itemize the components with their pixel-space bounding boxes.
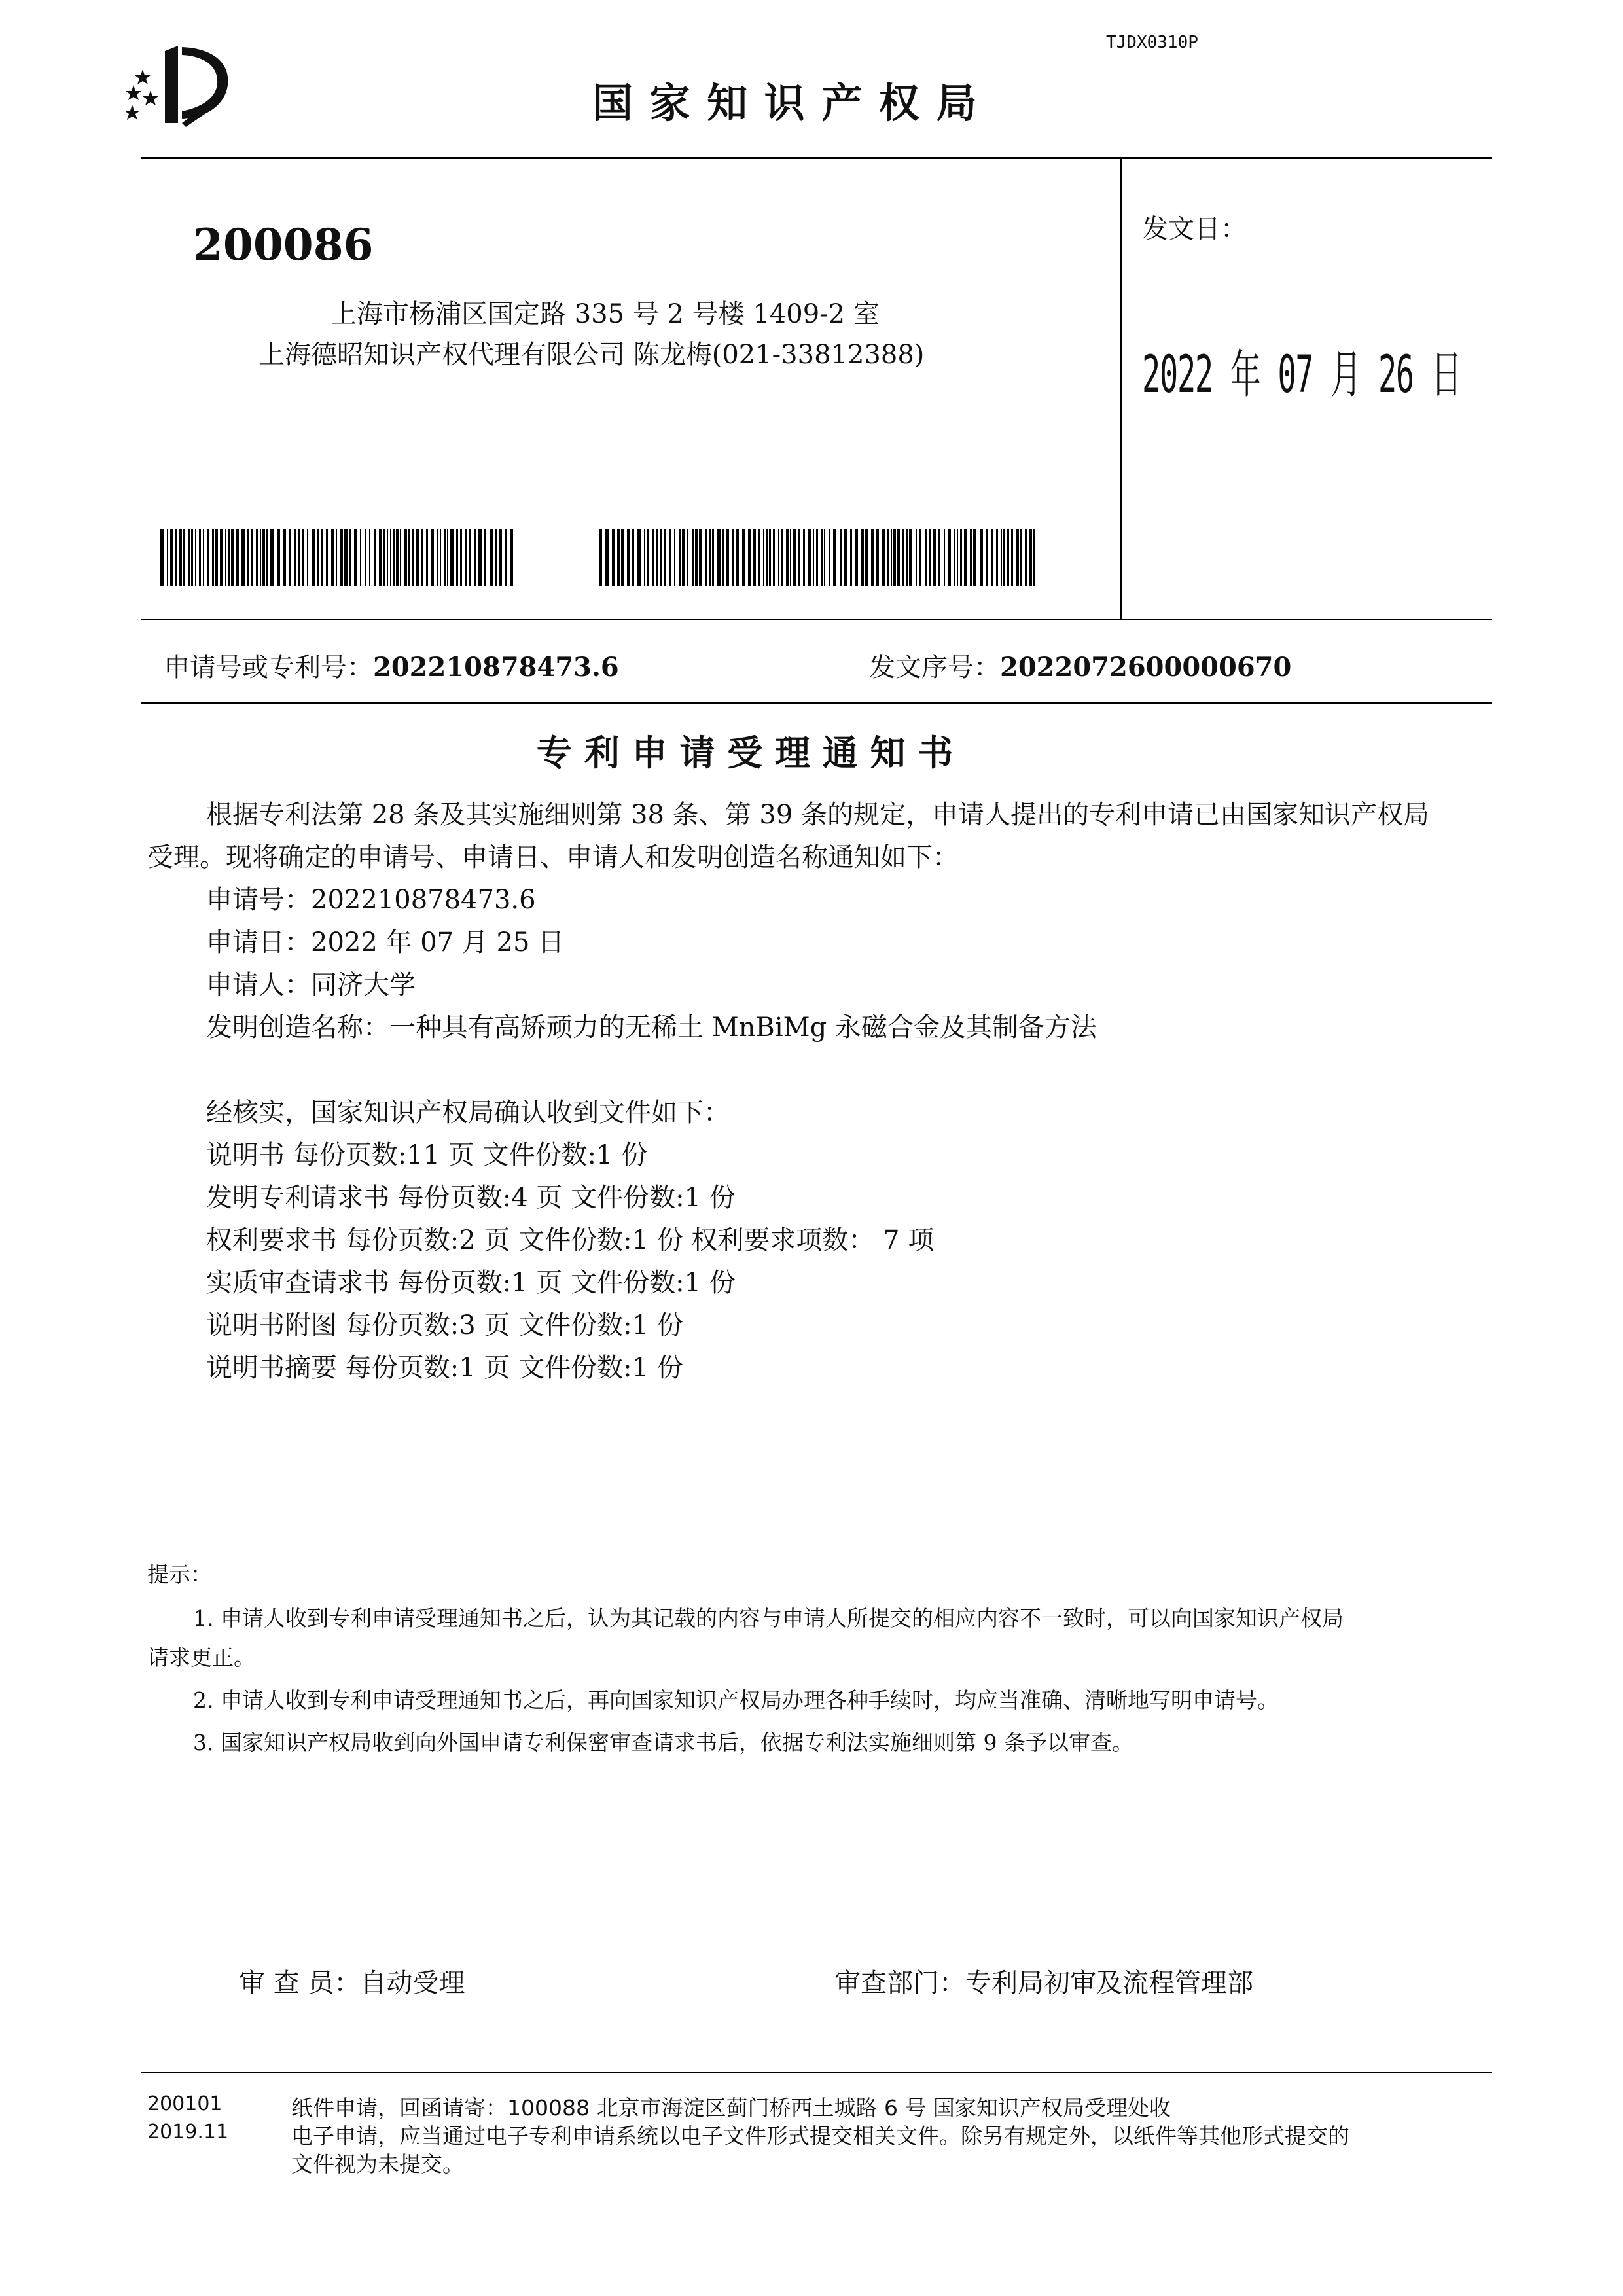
- barcode-bar: [605, 529, 609, 586]
- barcode-bar: [1011, 529, 1013, 586]
- barcode-bar: [277, 529, 280, 586]
- barcode-bar: [813, 529, 814, 586]
- examiner-label: 审 查 员：: [239, 1968, 361, 1998]
- barcode-bar: [960, 529, 962, 586]
- barcode-bar: [1007, 529, 1009, 586]
- barcode-bar: [929, 529, 931, 586]
- barcode-bar: [220, 529, 223, 586]
- barcode-bar: [882, 529, 885, 586]
- barcode-bar: [387, 529, 388, 586]
- barcode-bar: [664, 529, 666, 586]
- barcode-bar: [833, 529, 836, 586]
- barcode-bar: [632, 529, 634, 586]
- barcode-bar: [944, 529, 945, 586]
- barcode-bar: [957, 529, 958, 586]
- barcode-bar: [440, 529, 441, 586]
- barcode-bar: [763, 529, 764, 586]
- barcode-bar: [203, 529, 204, 586]
- header-divider: [1120, 157, 1122, 619]
- barcode-bar: [627, 529, 630, 586]
- barcode-bar: [404, 529, 407, 586]
- footer-code-2: 2019.11: [147, 2121, 229, 2144]
- department-label: 审查部门：: [834, 1968, 965, 1998]
- issue-date: 2022 年 07 月 26 日: [1142, 346, 1461, 404]
- issue-date-label: 发文日：: [1142, 214, 1247, 244]
- barcode-bar: [340, 529, 343, 586]
- barcode-bar: [906, 529, 908, 586]
- barcode-bar: [393, 529, 395, 586]
- app-number-row: [164, 647, 619, 684]
- barcode-bar: [687, 529, 688, 586]
- barcode-bar: [478, 529, 482, 586]
- barcode-bar: [769, 529, 771, 586]
- barcode-bar: [682, 529, 685, 586]
- barcode-bar: [1020, 529, 1022, 586]
- barcode-bar: [909, 529, 912, 586]
- tips-label: 提示：: [147, 1562, 212, 1587]
- barcode-bar: [390, 529, 391, 586]
- barcode-bar: [374, 529, 376, 586]
- barcode-bar: [360, 529, 361, 586]
- document-item: 说明书摘要 每份页数:1 页 文件份数:1 份: [206, 1353, 683, 1383]
- recipient-agency: 上海德昭知识产权代理有限公司 陈龙梅(021-33812388): [259, 340, 925, 370]
- barcode-bar: [298, 529, 300, 586]
- postal-code: 200086: [193, 219, 374, 270]
- barcode-bar: [821, 529, 823, 586]
- barcode-bar: [973, 529, 976, 586]
- recipient-address: 上海市杨浦区国定路 335 号 2 号楼 1409-2 室: [330, 299, 880, 329]
- logo-graphic: [118, 39, 249, 131]
- barcode-right: [599, 529, 1039, 586]
- barcode-bar: [484, 529, 486, 586]
- barcode-bar: [215, 529, 218, 586]
- footer-line-2: 电子申请，应当通过电子专利申请系统以电子文件形式提交相关文件。除另有规定外，以纸件等其他形式提交的: [291, 2123, 1349, 2149]
- barcode-bar: [266, 529, 268, 586]
- barcode-bar: [861, 529, 864, 586]
- barcode-bar: [262, 529, 265, 586]
- cnipa-logo: [118, 39, 249, 131]
- barcode-bar: [742, 529, 745, 586]
- barcode-bar: [938, 529, 940, 586]
- barcode-bar: [891, 529, 893, 586]
- barcode-bar: [251, 529, 253, 586]
- barcode-bar: [980, 529, 983, 586]
- footer-line-3: 文件视为未提交。: [291, 2151, 464, 2177]
- barcode-bar: [195, 529, 196, 586]
- logo-bar: [165, 46, 178, 123]
- barcode-bar: [964, 529, 967, 586]
- barcode-bar: [722, 529, 724, 586]
- footer-rule: [141, 2072, 1492, 2073]
- barcode-bar: [396, 529, 399, 586]
- barcode-bar: [726, 529, 729, 586]
- barcode-bar: [925, 529, 927, 586]
- barcode-bar: [865, 529, 868, 586]
- barcode-bar: [183, 529, 185, 586]
- barcode-bar: [669, 529, 671, 586]
- barcode-bar: [732, 529, 734, 586]
- document-item: 权利要求书 每份页数:2 页 文件份数:1 份 权利要求项数： 7 项: [206, 1225, 935, 1255]
- barcode-bar: [829, 529, 830, 586]
- barcode-bar: [437, 529, 438, 586]
- barcode-bar: [256, 529, 258, 586]
- barcode-bar: [317, 529, 319, 586]
- barcode-bar: [902, 529, 904, 586]
- barcode-bar: [954, 529, 955, 586]
- barcode-bar: [369, 529, 370, 586]
- barcode-bar: [400, 529, 401, 586]
- barcode-bar: [336, 529, 337, 586]
- department-row: [834, 1962, 1253, 2000]
- barcode-bar: [426, 529, 428, 586]
- barcode-bar: [1025, 529, 1027, 586]
- barcode-bar: [773, 529, 775, 586]
- barcode-bar: [331, 529, 334, 586]
- document-item: 实质审查请求书 每份页数:1 页 文件份数:1 份: [206, 1268, 736, 1298]
- office-title: 国 家 知 识 产 权 局: [592, 79, 978, 127]
- barcode-bar: [919, 529, 921, 586]
- barcode-bar: [379, 529, 382, 586]
- barcode-bar: [412, 529, 414, 586]
- barcode-bar: [289, 529, 291, 586]
- barcode-bar: [647, 529, 649, 586]
- examiner-value: 自动受理: [360, 1968, 465, 1998]
- tip-item-3: 3. 国家知识产权局收到向外国申请专利保密审查请求书后，依据专利法实施细则第 9 条予以审查。: [193, 1730, 1133, 1755]
- barcode-bar: [970, 529, 972, 586]
- barcode-bar: [712, 529, 714, 586]
- barcode-bar: [270, 529, 274, 586]
- barcode-bar: [365, 529, 366, 586]
- barcode-bar: [312, 529, 315, 586]
- barcode-bar: [824, 529, 825, 586]
- barcode-bar: [986, 529, 988, 586]
- barcode-bar: [294, 529, 296, 586]
- barcode-bar: [416, 529, 419, 586]
- barcode-bar: [617, 529, 620, 586]
- barcode-bar: [798, 529, 800, 586]
- tip-item-1: 1. 申请人收到专利申请受理通知书之后，认为其记载的内容与申请人所提交的相应内容不一致时，可以向国家知识产权局: [193, 1605, 1344, 1631]
- footer-line-1: 纸件申请，回函请寄：100088 北京市海淀区蓟门桥西土城路 6 号 国家知识产权局受理处收: [291, 2095, 1171, 2121]
- field-app-number: 申请号：202210878473.6: [206, 885, 536, 915]
- barcode-bar: [207, 529, 209, 586]
- footer-code-1: 200101: [147, 2092, 223, 2115]
- barcode-bar: [736, 529, 739, 586]
- barcode-bar: [236, 529, 239, 586]
- barcode-bar: [1029, 529, 1032, 586]
- barcode-bar: [766, 529, 768, 586]
- barcode-bar: [421, 529, 423, 586]
- document-item: 说明书附图 每份页数:3 页 文件份数:1 份: [206, 1310, 683, 1340]
- barcode-bar: [996, 529, 998, 586]
- barcode-bar: [871, 529, 874, 586]
- app-number-label: 申请号或专利号：: [164, 653, 373, 683]
- barcode-bar: [160, 529, 164, 586]
- barcode-bar: [786, 529, 789, 586]
- barcode-bar: [1003, 529, 1005, 586]
- barcode-bar: [167, 529, 168, 586]
- barcode-bar: [191, 529, 193, 586]
- barcode-bar: [876, 529, 879, 586]
- barcode-bar: [840, 529, 842, 586]
- barcode-bar: [349, 529, 351, 586]
- barcode-bar: [431, 529, 434, 586]
- barcode-bar: [499, 529, 502, 586]
- barcode-bar: [692, 529, 694, 586]
- barcode-bar: [621, 529, 624, 586]
- department-value: 专利局初审及流程管理部: [965, 1968, 1253, 1998]
- barcode-bar: [705, 529, 707, 586]
- header-top-rule: [141, 157, 1492, 159]
- barcode-bar: [652, 529, 654, 586]
- barcode-bar: [179, 529, 182, 586]
- barcode-bar: [893, 529, 896, 586]
- barcode-bar: [444, 529, 446, 586]
- barcode-bar: [850, 529, 852, 586]
- barcode-bar: [790, 529, 791, 586]
- barcode-bar: [465, 529, 467, 586]
- barcode-bar: [231, 529, 234, 586]
- barcode-bar: [679, 529, 681, 586]
- document-item: 说明书 每份页数:11 页 文件份数:1 份: [206, 1140, 648, 1170]
- barcode-bar: [505, 529, 507, 586]
- star-icon: [126, 85, 141, 100]
- field-applicant: 申请人：同济大学: [206, 970, 416, 1000]
- barcode-bar: [991, 529, 993, 586]
- barcode-bar: [748, 529, 751, 586]
- star-icon: [124, 105, 140, 120]
- barcode-bar: [450, 529, 454, 586]
- barcode-bar: [793, 529, 796, 586]
- barcode-bar: [510, 529, 513, 586]
- serial-value: 2022072600000670: [1000, 652, 1292, 683]
- notice-intro-line2: 受理。现将确定的申请号、申请日、申请人和发明创造名称通知如下：: [147, 842, 959, 872]
- barcode-bar: [781, 529, 783, 586]
- barcode-bar: [170, 529, 173, 586]
- barcode-bar: [695, 529, 698, 586]
- barcode-bar: [283, 529, 286, 586]
- field-app-date: 申请日：2022 年 07 月 25 日: [206, 927, 565, 958]
- barcode-bar: [344, 529, 348, 586]
- barcode-bar: [916, 529, 917, 586]
- barcode-bar: [637, 529, 641, 586]
- barcode-bar: [674, 529, 675, 586]
- barcode-bar: [326, 529, 328, 586]
- barcode-bar: [644, 529, 645, 586]
- barcode-bar: [302, 529, 304, 586]
- barcode-bar: [656, 529, 658, 586]
- barcode-bar: [175, 529, 177, 586]
- app-number-value: 202210878473.6: [373, 652, 619, 683]
- barcode-bar: [717, 529, 721, 586]
- barcode-bar: [225, 529, 226, 586]
- barcode-bar: [808, 529, 812, 586]
- barcode-bar: [469, 529, 471, 586]
- barcode-left: [160, 529, 517, 586]
- barcode-bar: [1001, 529, 1002, 586]
- barcode-bar: [307, 529, 308, 586]
- barcode-bar: [948, 529, 951, 586]
- barcode-bar: [844, 529, 847, 586]
- barcode-bar: [456, 529, 458, 586]
- tip-item-2: 2. 申请人收到专利申请受理通知书之后，再向国家知识产权局办理各种手续时，均应当准确、清晰地写明申请号。: [193, 1687, 1279, 1713]
- barcode-bar: [599, 529, 602, 586]
- notice-title: 专 利 申 请 受 理 通 知 书: [537, 732, 954, 774]
- barcode-bar: [753, 529, 756, 586]
- barcode-bar: [816, 529, 818, 586]
- barcode-bar: [212, 529, 214, 586]
- barcode-bar: [447, 529, 448, 586]
- barcode-bar: [933, 529, 936, 586]
- barcode-bar: [758, 529, 760, 586]
- star-icon: [135, 69, 151, 84]
- reference-bottom-rule: [141, 702, 1492, 704]
- documents-intro: 经核实，国家知识产权局确认收到文件如下：: [206, 1098, 730, 1128]
- barcode-bar: [228, 529, 230, 586]
- barcode-bar: [260, 529, 261, 586]
- barcode-bar: [660, 529, 662, 586]
- barcode-bar: [1016, 529, 1019, 586]
- barcode-bar: [495, 529, 497, 586]
- serial-label: 发文序号：: [869, 653, 1000, 683]
- barcode-bar: [1033, 529, 1035, 586]
- barcode-bar: [460, 529, 462, 586]
- notice-intro-line1: 根据专利法第 28 条及其实施细则第 38 条、第 39 条的规定，申请人提出的专利申请已由国家知识产权局: [206, 800, 1429, 830]
- tip-item-1-cont: 请求更正。: [147, 1645, 255, 1670]
- barcode-bar: [408, 529, 410, 586]
- barcode-bar: [383, 529, 385, 586]
- document-item: 发明专利请求书 每份页数:4 页 文件份数:1 份: [206, 1183, 736, 1213]
- barcode-bar: [188, 529, 190, 586]
- barcode-bar: [778, 529, 779, 586]
- examiner-row: [239, 1962, 465, 2000]
- barcode-bar: [612, 529, 615, 586]
- barcode-bar: [699, 529, 702, 586]
- barcode-bar: [709, 529, 711, 586]
- header-bottom-rule: [141, 619, 1492, 620]
- logo-arc: [182, 47, 228, 119]
- barcode-bar: [855, 529, 858, 586]
- star-icon: [143, 90, 158, 105]
- barcode-bar: [897, 529, 900, 586]
- serial-row: [869, 647, 1291, 684]
- barcode-bar: [474, 529, 476, 586]
- field-invention-title: 发明创造名称：一种具有高矫顽力的无稀土 MnBiMg 永磁合金及其制备方法: [206, 1013, 1097, 1043]
- barcode-bar: [247, 529, 249, 586]
- barcode-bar: [241, 529, 245, 586]
- barcode-bar: [887, 529, 889, 586]
- barcode-bar: [354, 529, 357, 586]
- form-code: TJDX0310P: [1106, 33, 1198, 52]
- barcode-bar: [803, 529, 805, 586]
- barcode-bar: [490, 529, 493, 586]
- barcode-bar: [321, 529, 323, 586]
- barcode-bar: [199, 529, 201, 586]
